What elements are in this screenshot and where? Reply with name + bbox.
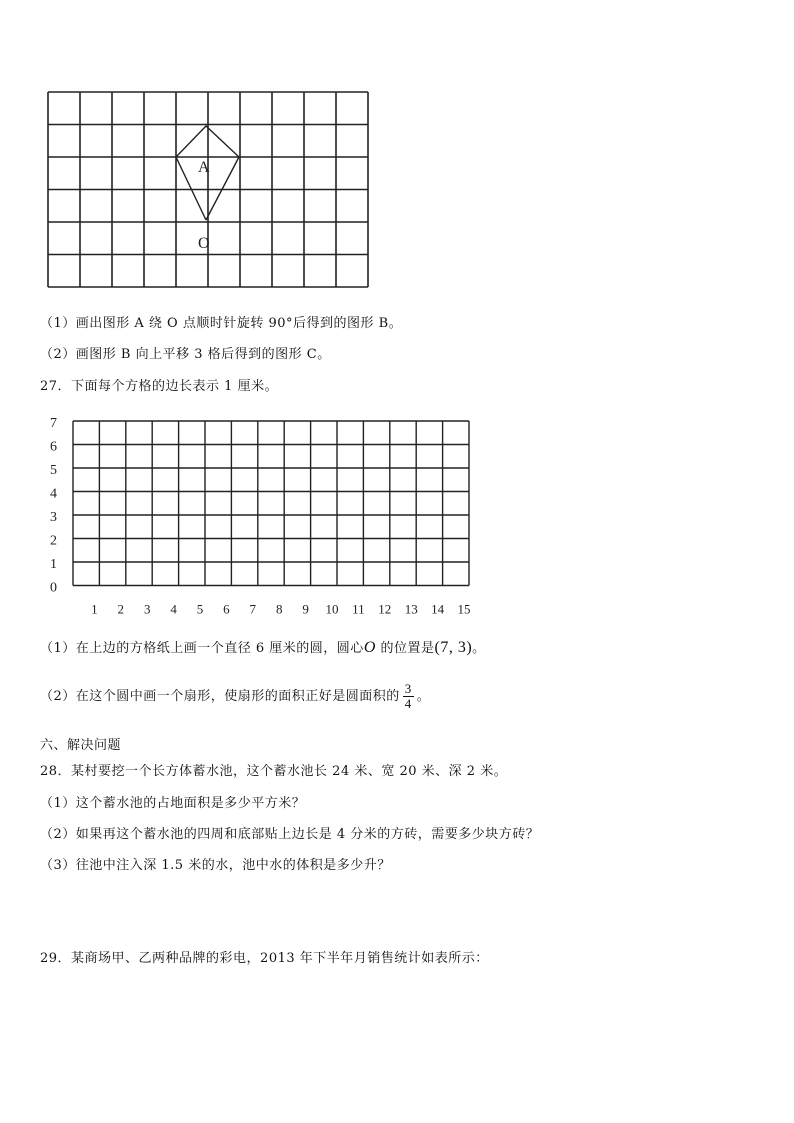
- y-tick-label: 5: [50, 463, 57, 478]
- q28-title: 28．某村要挖一个长方体蓄水池，这个蓄水池长 24 米、宽 20 米、深 2 米。: [40, 764, 508, 779]
- x-tick-label: 11: [352, 601, 365, 617]
- y-tick-label: 3: [50, 510, 57, 525]
- x-tick-label: 4: [170, 601, 177, 617]
- y-tick-label: 7: [50, 416, 57, 431]
- rotation-grid: [40, 80, 380, 295]
- q28-item-3: （3）往池中注入深 1.5 米的水，池中水的体积是多少升？: [40, 858, 391, 873]
- x-tick-label: 10: [325, 601, 339, 617]
- x-tick-label: 8: [275, 601, 283, 617]
- x-tick-label: 5: [196, 601, 204, 617]
- q27-item-1: [40, 637, 486, 657]
- q29-title: 29．某商场甲、乙两种品牌的彩电，2013 年下半年月销售统计如表所示：: [40, 951, 489, 966]
- x-tick-label: 6: [223, 601, 230, 617]
- x-tick-label: 9: [302, 601, 309, 617]
- q28-item-2: （2）如果再这个蓄水池的四周和底部贴上边长是 4 分米的方砖，需要多少块方砖？: [40, 827, 540, 842]
- center-coordinate: (7, 3): [434, 639, 473, 656]
- q27-item-1-text: （1）在上边的方格纸上画一个直径 6 厘米的圆，圆心: [40, 641, 364, 656]
- q26-item-1: （1）画出图形 A 绕 O 点顺时针旋转 90°后得到的图形 B。: [40, 316, 403, 331]
- x-tick-label: 12: [378, 601, 392, 617]
- q27-title: 27．下面每个方格的边长表示 1 厘米。: [40, 379, 279, 394]
- fraction-three-quarters: [403, 682, 414, 711]
- x-tick-label: 13: [404, 601, 418, 617]
- x-tick-label: 1: [91, 601, 98, 617]
- fraction-denominator: 4: [404, 696, 412, 711]
- q28-item-1: （1）这个蓄水池的占地面积是多少平方米？: [40, 796, 306, 811]
- x-tick-label: 7: [249, 601, 257, 617]
- section-6-title: 六、解决问题: [40, 738, 122, 753]
- fraction-numerator: 3: [404, 681, 412, 696]
- y-tick-label: 0: [50, 580, 57, 596]
- center-variable: O: [363, 639, 376, 656]
- y-tick-label: 2: [50, 533, 57, 549]
- coordinate-grid: [40, 408, 490, 618]
- y-tick-label: 1: [50, 557, 57, 572]
- q27-item-1-end: 。: [472, 641, 486, 656]
- x-tick-label: 3: [143, 601, 151, 617]
- q27-item-2: [40, 682, 430, 711]
- label-a: A: [198, 159, 210, 176]
- y-tick-label: 6: [50, 439, 57, 455]
- x-tick-label: 15: [457, 601, 471, 617]
- y-tick-label: 4: [50, 486, 57, 502]
- q27-item-2-end: 。: [416, 689, 431, 704]
- q27-item-2-text: （2）在这个圆中画一个扇形，使扇形的面积正好是圆面积的: [40, 689, 400, 704]
- q27-item-1-mid: 的位置是: [375, 641, 435, 656]
- label-o: O: [198, 235, 210, 252]
- q26-item-2: （2）画图形 B 向上平移 3 格后得到的图形 C。: [40, 347, 331, 362]
- x-tick-label: 14: [431, 601, 445, 617]
- x-tick-label: 2: [117, 601, 125, 617]
